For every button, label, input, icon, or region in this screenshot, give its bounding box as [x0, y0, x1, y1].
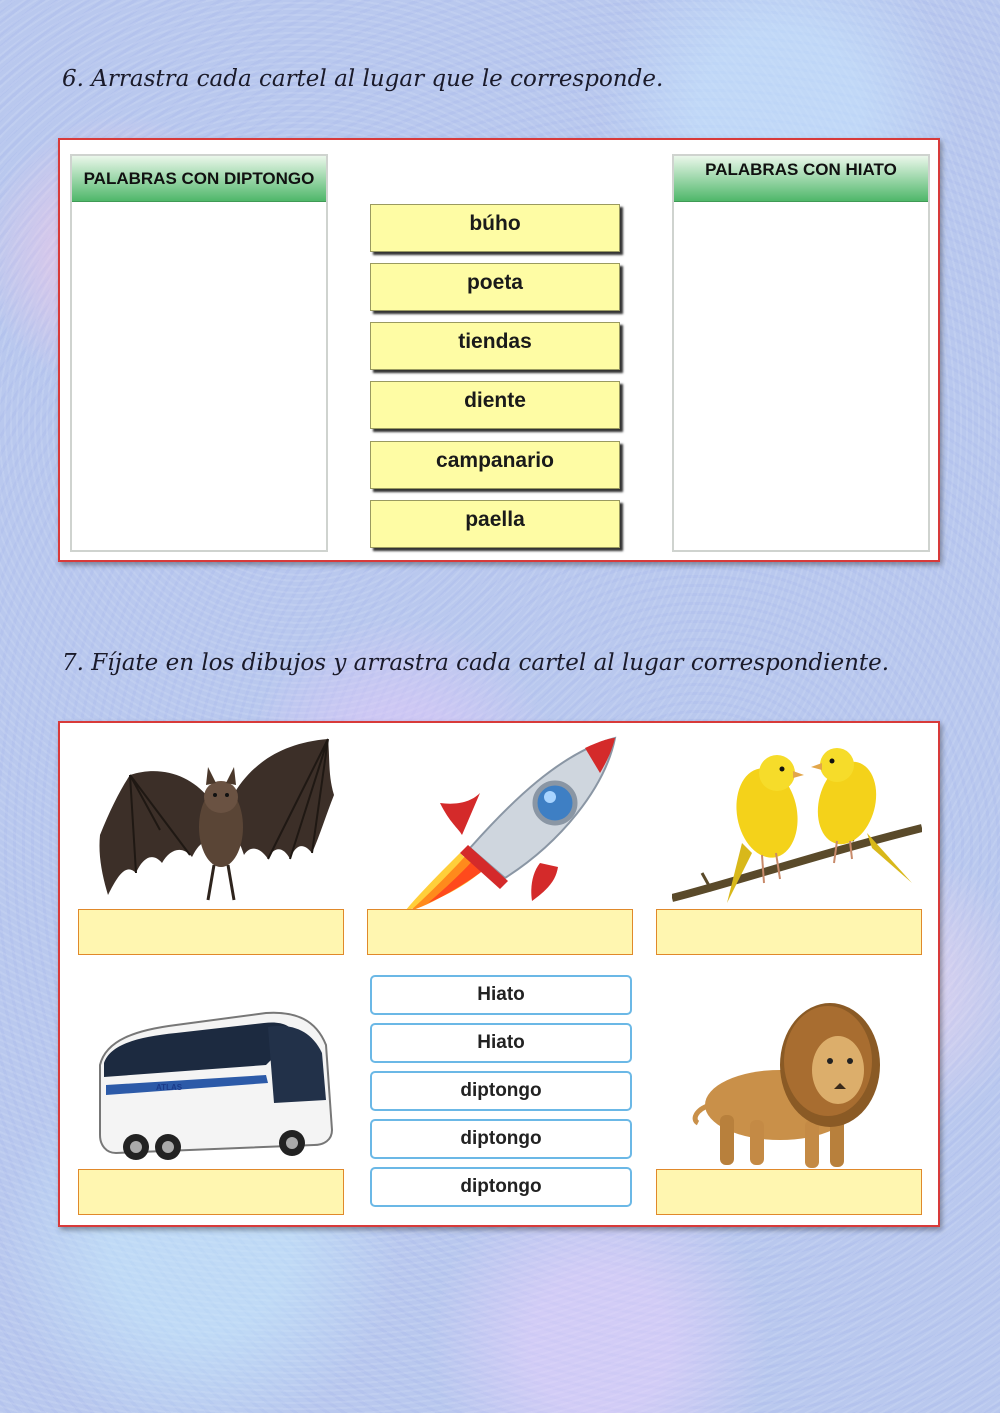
label-card[interactable]: Hiato: [370, 975, 632, 1015]
label-card[interactable]: diptongo: [370, 1119, 632, 1159]
word-card[interactable]: búho: [370, 204, 620, 252]
exercise-6-panel: [58, 138, 940, 562]
exercise-7-instruction: 7. Fíjate en los dibujos y arrastra cada cartel al lugar correspondiente.: [62, 650, 890, 676]
hiato-column-header: PALABRAS CON HIATO: [674, 156, 928, 202]
word-card[interactable]: poeta: [370, 263, 620, 311]
diptongo-column-header: PALABRAS CON DIPTONGO: [72, 156, 326, 202]
label-card[interactable]: diptongo: [370, 1167, 632, 1207]
answer-slot-bus[interactable]: [78, 1169, 344, 1215]
word-card[interactable]: campanario: [370, 441, 620, 489]
answer-slot-canaries[interactable]: [656, 909, 922, 955]
exercise-6-instruction: 6. Arrastra cada cartel al lugar que le corresponde.: [62, 66, 664, 92]
bus-brand-label: ATLAS: [156, 1083, 183, 1092]
answer-slot-lion[interactable]: [656, 1169, 922, 1215]
bus-image: [96, 1005, 336, 1170]
word-card[interactable]: paella: [370, 500, 620, 548]
bat-image: [90, 735, 350, 910]
exercise-7-panel: [58, 721, 940, 1227]
label-card[interactable]: Hiato: [370, 1023, 632, 1063]
drop-zone-diptongo[interactable]: [70, 154, 328, 552]
label-card[interactable]: diptongo: [370, 1071, 632, 1111]
word-card[interactable]: diente: [370, 381, 620, 429]
answer-slot-rocket[interactable]: [367, 909, 633, 955]
answer-slot-bat[interactable]: [78, 909, 344, 955]
rocket-image: [400, 733, 630, 913]
word-card[interactable]: tiendas: [370, 322, 620, 370]
lion-image: [690, 995, 890, 1175]
canaries-image: [672, 733, 922, 913]
drop-zone-hiato[interactable]: [672, 154, 930, 552]
